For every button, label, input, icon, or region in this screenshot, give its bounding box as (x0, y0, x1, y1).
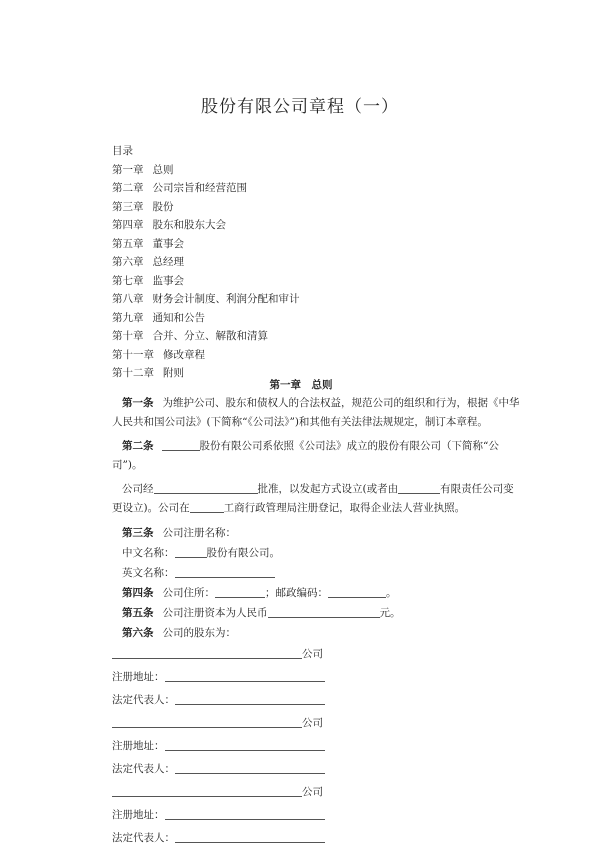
toc-item (112, 327, 492, 346)
page-title: 股份有限公司章程（一） (201, 97, 399, 117)
toc-item-number: 第十二章 (112, 367, 154, 379)
chinese-name-suffix: 股份有限公司。 (206, 547, 280, 559)
toc-item (112, 216, 492, 235)
shareholder-address-label: 注册地址： (112, 671, 165, 683)
article-4-label: 第四条 (122, 587, 154, 599)
shareholder-company-row (112, 712, 490, 735)
capital-unit: 元。 (379, 607, 401, 619)
shareholder-list (112, 643, 490, 850)
article-2-text: 股份有限公司系依照《公司法》成立的股份有限公司（下简称“公 (199, 440, 499, 452)
shareholder-company-blank[interactable] (112, 646, 302, 659)
shareholder-address-label: 注册地址： (112, 740, 165, 752)
toc-item-number: 第九章 (112, 311, 144, 324)
toc-item-title: 财务会计制度、利润分配和审计 (152, 293, 300, 305)
table-of-contents (112, 142, 492, 383)
approval-line2-b: 工商行政管理局注册登记，取得企业法人营业执照。 (223, 501, 466, 514)
shareholder-rep-label: 法定代表人： (112, 763, 175, 775)
toc-item-number: 第二章 (112, 182, 144, 194)
toc-item-number: 第八章 (112, 293, 144, 305)
article-4 (112, 583, 490, 603)
approval-text-a: 公司经 (122, 483, 154, 495)
english-name-row (112, 563, 490, 583)
shareholder-block (112, 781, 490, 850)
shareholders-label: 公司的股东为： (162, 627, 236, 639)
shareholder-rep-blank[interactable] (175, 761, 325, 774)
toc-item-title: 通知和公告 (152, 311, 205, 324)
capital-blank[interactable] (268, 605, 380, 618)
article-5-label: 第五条 (122, 607, 154, 619)
chapter-one (112, 376, 520, 850)
toc-item-title: 附则 (163, 367, 184, 379)
toc-list (112, 161, 492, 383)
toc-item-title: 公司宗旨和经营范围 (152, 182, 247, 194)
shareholder-address-blank[interactable] (165, 669, 325, 682)
shareholder-rep-row (112, 758, 490, 781)
shareholder-company-row (112, 781, 490, 804)
english-name-blank[interactable] (175, 565, 275, 578)
registry-bureau-blank[interactable] (190, 500, 224, 513)
shareholder-rep-blank[interactable] (175, 692, 325, 705)
chinese-name-row (112, 543, 490, 563)
toc-item (112, 253, 492, 272)
shareholder-rep-blank[interactable] (175, 830, 325, 843)
approval-authority-blank[interactable] (154, 481, 258, 494)
toc-item-title: 股份 (152, 200, 174, 213)
shareholder-company-suffix: 公司 (302, 786, 323, 798)
shareholder-company-row (112, 643, 490, 666)
address-label: 公司住所： (162, 587, 215, 599)
english-name-label: 英文名称： (122, 567, 175, 579)
shareholder-block (112, 643, 490, 712)
chapter-heading: 第一章 总则 (269, 379, 333, 391)
toc-item-title: 监事会 (152, 274, 184, 287)
toc-item-number: 第三章 (112, 200, 144, 213)
shareholder-rep-label: 法定代表人： (112, 694, 175, 706)
address-blank[interactable] (215, 585, 265, 598)
shareholder-company-blank[interactable] (112, 784, 302, 797)
toc-item (112, 179, 492, 198)
article-1-line-2: 人民共和国公司法》(下简称“《公司法》”)和其他有关法律法规规定，制订本章程。 (112, 415, 488, 428)
approval-text-b: 批准，以发起方式设立(或者由 (257, 483, 399, 495)
approval-line2-a: 更设立)。公司在 (112, 501, 190, 514)
approval-paragraph (112, 480, 514, 517)
toc-item-number: 第十章 (112, 330, 144, 342)
toc-item (112, 309, 492, 328)
article-6-label: 第六条 (122, 627, 154, 639)
toc-item-number: 第十一章 (112, 348, 154, 361)
article-2-label: 第二条 (122, 440, 154, 452)
article-3-text: 公司注册名称： (162, 527, 236, 539)
article-2 (112, 437, 499, 474)
toc-item-number: 第七章 (112, 274, 144, 287)
shareholder-company-suffix: 公司 (302, 648, 323, 660)
postcode-blank[interactable] (328, 585, 386, 598)
shareholder-address-blank[interactable] (165, 807, 325, 820)
toc-item-number: 第六章 (112, 256, 144, 268)
toc-item-title: 合并、分立、解散和清算 (152, 330, 268, 342)
toc-heading: 目录 (112, 145, 133, 157)
company-name-blank[interactable] (162, 438, 200, 451)
article-3-label: 第三条 (122, 527, 154, 539)
article-4-end: 。 (386, 587, 397, 599)
article-5 (112, 603, 490, 623)
article-1-line-1: 为维护公司、股东和债权人的合法权益，规范公司的组织和行为，根据《中华 (162, 397, 520, 409)
toc-item-title: 股东和股东大会 (152, 219, 226, 231)
chinese-name-label: 中文名称： (122, 547, 175, 559)
toc-item-title: 总则 (152, 163, 174, 176)
postcode-label: ；邮政编码： (265, 587, 328, 599)
shareholder-rep-label: 法定代表人： (112, 832, 175, 844)
shareholder-company-blank[interactable] (112, 715, 302, 728)
shareholder-address-label: 注册地址： (112, 809, 165, 821)
toc-item (112, 346, 492, 365)
toc-item (112, 161, 492, 180)
shareholder-address-row (112, 666, 490, 689)
article-6 (112, 623, 490, 643)
shareholder-company-suffix: 公司 (302, 717, 323, 729)
shareholder-address-row (112, 804, 490, 827)
capital-label: 公司注册资本为人民币 (162, 607, 268, 619)
toc-item-number: 第五章 (112, 237, 144, 250)
toc-item (112, 272, 492, 291)
toc-item-title: 董事会 (152, 237, 184, 250)
origin-company-blank[interactable] (398, 481, 440, 494)
article-1 (112, 394, 520, 431)
article-1-label: 第一条 (122, 397, 154, 409)
toc-item (112, 235, 492, 254)
article-2-line-2: 司”)。 (112, 458, 143, 471)
chinese-name-blank[interactable] (175, 545, 207, 558)
shareholder-rep-row (112, 689, 490, 712)
toc-item-title: 总经理 (152, 256, 184, 268)
shareholder-rep-row (112, 827, 490, 850)
shareholder-block (112, 712, 490, 781)
article-3 (112, 523, 490, 543)
toc-item (112, 290, 492, 309)
toc-item-title: 修改章程 (163, 348, 205, 361)
shareholder-address-row (112, 735, 490, 758)
approval-text-c: 有限责任公司变 (440, 483, 514, 495)
toc-item-number: 第一章 (112, 163, 144, 176)
shareholder-address-blank[interactable] (165, 738, 325, 751)
toc-item (112, 198, 492, 217)
toc-item-number: 第四章 (112, 219, 144, 231)
